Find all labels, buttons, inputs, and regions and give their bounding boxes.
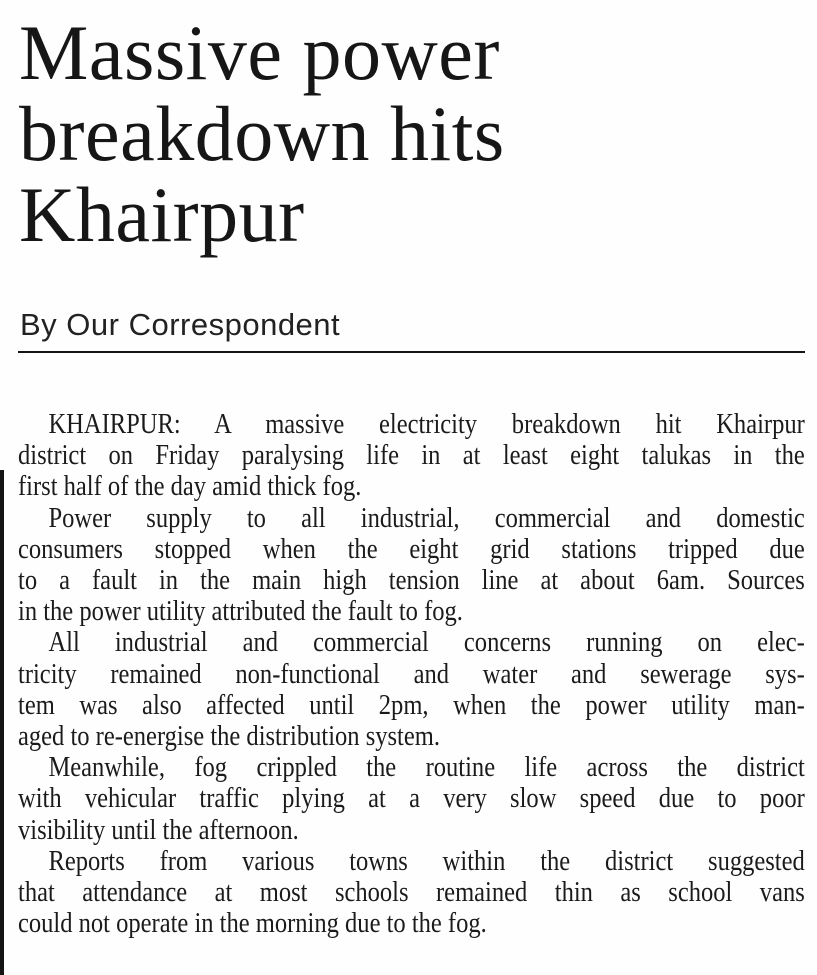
text-line: consumers stopped when the eight grid stations tripped due bbox=[18, 532, 805, 565]
article-body bbox=[18, 409, 805, 939]
text-line: Meanwhile, fog crippled the routine life across the district bbox=[48, 751, 805, 784]
paragraph bbox=[18, 409, 805, 503]
text-line: first half of the day amid thick fog. bbox=[18, 470, 362, 503]
byline: By Our Correspondent bbox=[20, 307, 341, 342]
headline-line-1: Massive power bbox=[19, 9, 500, 96]
text-line: in the power utility attributed the fault to fog. bbox=[18, 595, 463, 628]
headline-line-3: Khairpur bbox=[19, 171, 305, 258]
paragraph bbox=[18, 846, 805, 940]
byline-rule bbox=[18, 351, 805, 353]
text-line: to a fault in the main high tension line at about 6am. Sources bbox=[18, 564, 805, 597]
headline-line-2: breakdown hits bbox=[19, 90, 505, 177]
text-line: could not operate in the morning due to the fog. bbox=[18, 907, 487, 940]
text-line: with vehicular traffic plying at a very slow speed due to poor bbox=[18, 782, 805, 815]
text-line: district on Friday paralysing life in at least eight talukas in the bbox=[18, 439, 805, 472]
paragraph bbox=[18, 752, 805, 846]
paragraph bbox=[18, 503, 805, 628]
text-line: All industrial and commercial concerns running on elec- bbox=[48, 626, 805, 659]
text-line: Reports from various towns within the district suggested bbox=[48, 844, 805, 877]
column-divider-line bbox=[0, 470, 4, 975]
paragraph bbox=[18, 627, 805, 752]
text-line: that attendance at most schools remained thin as school vans bbox=[18, 876, 805, 909]
text-line: aged to re-energise the distribution system. bbox=[18, 720, 440, 753]
article-headline bbox=[19, 9, 799, 258]
text-line: Power supply to all industrial, commercial and domestic bbox=[48, 501, 805, 534]
text-line: visibility until the afternoon. bbox=[18, 813, 299, 846]
text-line: tem was also affected until 2pm, when the power utility man- bbox=[18, 688, 805, 721]
text-line: KHAIRPUR: A massive electricity breakdown hit Khairpur bbox=[48, 408, 805, 440]
text-line: tricity remained non-functional and water and sewerage sys- bbox=[18, 657, 805, 690]
